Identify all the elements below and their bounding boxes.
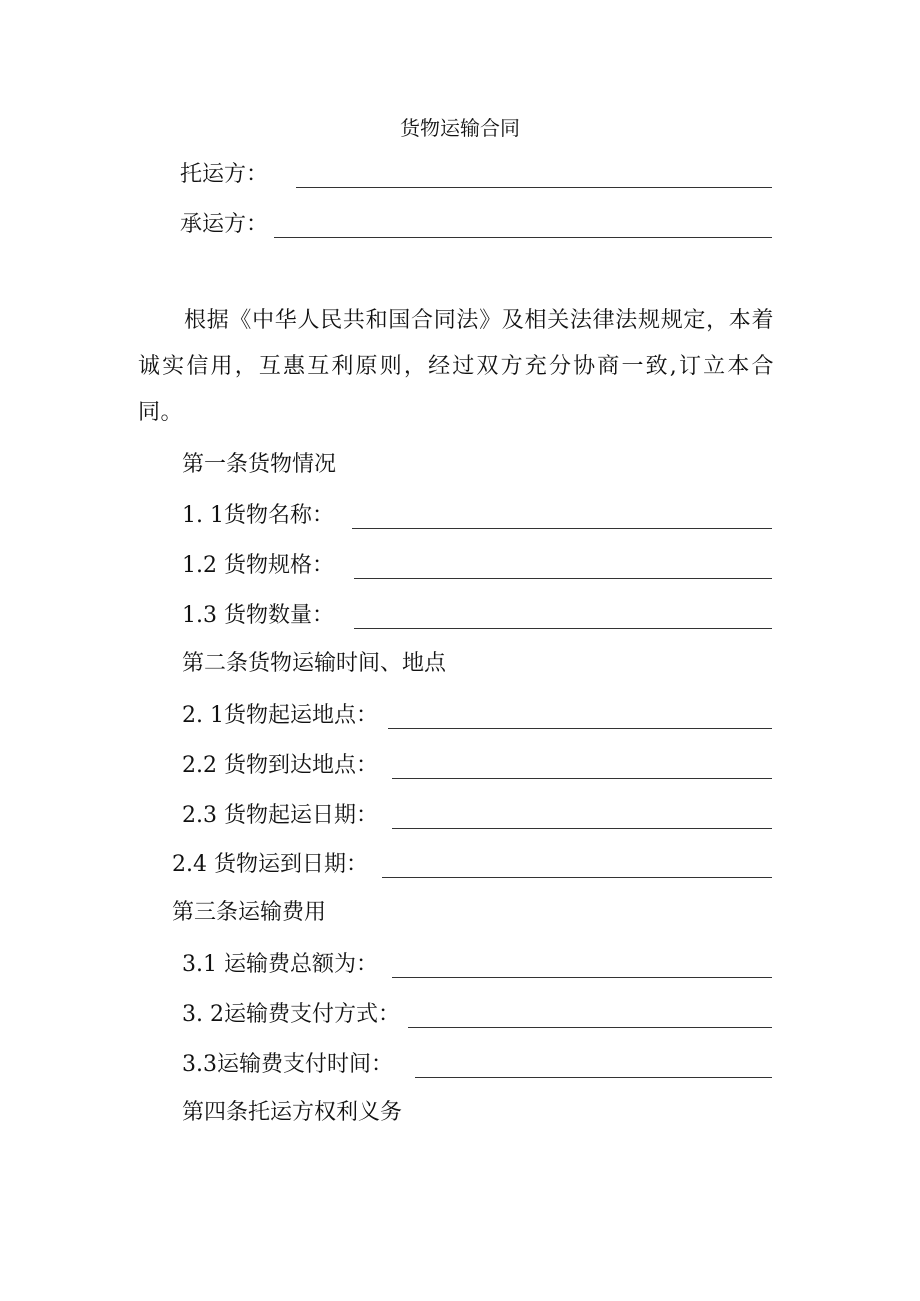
- shipper-label: 托运方：: [180, 162, 269, 187]
- goods-quantity-field: [182, 599, 772, 631]
- carrier-label: 承运方：: [180, 212, 269, 237]
- arrival-date-field: [172, 848, 772, 880]
- payment-time-blank[interactable]: [415, 1047, 772, 1078]
- origin-blank[interactable]: [388, 698, 772, 729]
- arrival-date-blank[interactable]: [382, 847, 772, 878]
- carrier-blank[interactable]: [274, 207, 772, 238]
- goods-spec-field: [182, 549, 772, 581]
- origin-field: [182, 699, 772, 731]
- article1-heading: 第一条货物情况: [182, 452, 337, 477]
- goods-name-field: [182, 499, 772, 531]
- origin-label: 2. 1货物起运地点：: [182, 703, 378, 728]
- goods-quantity-label: 1.3 货物数量：: [182, 603, 334, 628]
- payment-method-field: [182, 998, 772, 1030]
- article3-heading: 第三条运输费用: [172, 900, 327, 925]
- article4-heading: 第四条托运方权利义务: [182, 1100, 403, 1125]
- carrier-field: [180, 208, 772, 240]
- goods-name-label: 1. 1货物名称：: [182, 503, 334, 528]
- goods-spec-blank[interactable]: [354, 548, 772, 579]
- payment-time-label: 3.3运输费支付时间：: [182, 1052, 393, 1077]
- freight-total-label: 3.1 运输费总额为：: [182, 952, 378, 977]
- goods-quantity-blank[interactable]: [354, 598, 772, 629]
- departure-date-blank[interactable]: [392, 798, 772, 829]
- departure-date-label: 2.3 货物起运日期：: [182, 803, 378, 828]
- freight-total-field: [182, 948, 772, 980]
- departure-date-field: [182, 799, 772, 831]
- destination-field: [182, 749, 772, 781]
- arrival-date-label: 2.4 货物运到日期：: [172, 852, 368, 877]
- payment-method-blank[interactable]: [408, 997, 772, 1028]
- payment-time-field: [182, 1048, 772, 1080]
- intro-paragraph: 根据《中华人民共和国合同法》及相关法律法规规定，本着诚实信用，互惠互利原则，经过双方充分协商一致,订立本合同。: [138, 308, 774, 425]
- destination-blank[interactable]: [392, 748, 772, 779]
- shipper-blank[interactable]: [296, 157, 772, 188]
- article2-heading: 第二条货物运输时间、地点: [182, 651, 447, 676]
- goods-spec-label: 1.2 货物规格：: [182, 553, 334, 578]
- document-title: 货物运输合同: [400, 116, 520, 140]
- destination-label: 2.2 货物到达地点：: [182, 753, 378, 778]
- goods-name-blank[interactable]: [352, 498, 772, 529]
- payment-method-label: 3. 2运输费支付方式：: [182, 1002, 400, 1027]
- freight-total-blank[interactable]: [392, 947, 772, 978]
- shipper-field: [180, 158, 772, 190]
